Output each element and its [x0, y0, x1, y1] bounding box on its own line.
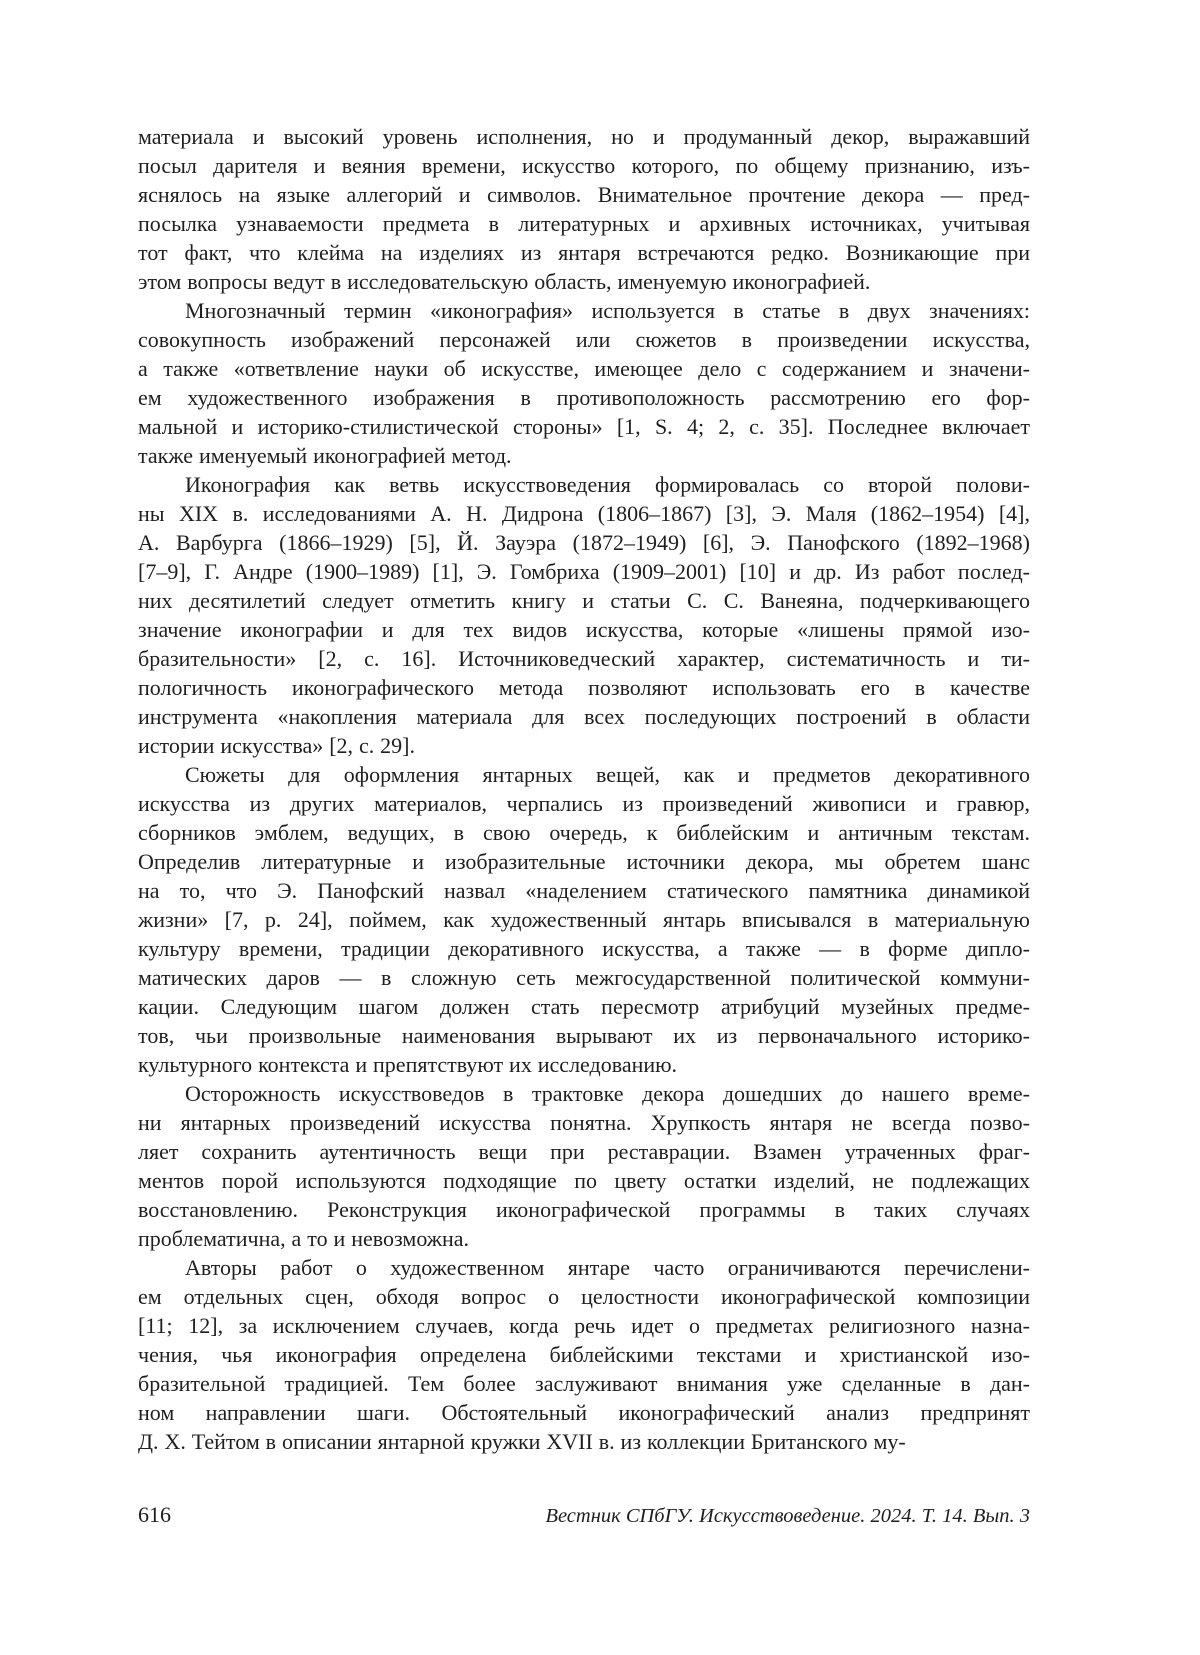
text-line: Определив литературные и изобразительные источники декора, мы обретем шанс: [138, 849, 1030, 874]
text-line: инструмента «накопления материала для всех последующих построений в области: [138, 704, 1030, 729]
text-line: А. Варбурга (1866–1929) [5], Й. Зауэра (1872–1949) [6], Э. Панофского (1892–1968): [138, 530, 1030, 555]
text-line: Авторы работ о художественном янтаре часто ограничиваются перечислени-: [185, 1255, 1030, 1280]
text-line: этом вопросы ведут в исследовательскую область, именуемую иконографией.: [138, 269, 871, 294]
text-line: на то, что Э. Панофский назвал «наделением статического памятника динамикой: [138, 878, 1030, 903]
text-line: тов, чьи произвольные наименования вырывают их из первоначального историко-: [138, 1023, 1030, 1048]
text-line: Многозначный термин «иконография» используется в статье в двух значениях:: [185, 298, 1030, 323]
article-body: [138, 122, 1030, 1456]
text-line: них десятилетий следует отметить книгу и статьи С. С. Ванеяна, подчеркивающего: [138, 588, 1030, 613]
text-line: Сюжеты для оформления янтарных вещей, как и предметов декоративного: [185, 762, 1030, 787]
paragraph: [138, 470, 1030, 760]
text-line: сборников эмблем, ведущих, в свою очередь, к библейским и античным текстам.: [138, 820, 1030, 845]
paragraph: [138, 122, 1030, 296]
text-line: ном направлении шаги. Обстоятельный иконографический анализ предпринят: [138, 1400, 1030, 1425]
text-line: Иконография как ветвь искусствоведения формировалась со второй полови-: [185, 472, 1030, 497]
text-line: [11; 12], за исключением случаев, когда речь идет о предметах религиозного назна-: [138, 1313, 1030, 1338]
text-line: посылка узнаваемости предмета в литературных и архивных источниках, учитывая: [138, 211, 1030, 236]
text-line: ни янтарных произведений искусства понятна. Хрупкость янтаря не всегда позво-: [138, 1110, 1030, 1135]
text-line: культуру времени, традиции декоративного искусства, а также — в форме дипло-: [138, 936, 1030, 961]
text-line: тот факт, что клейма на изделиях из янтаря встречаются редко. Возникающие при: [138, 240, 1030, 265]
text-line: бразительной традицией. Тем более заслуживают внимания уже сделанные в дан-: [138, 1371, 1030, 1396]
text-line: также именуемый иконографией метод.: [138, 443, 512, 468]
text-line: чения, чья иконография определена библейскими текстами и христианской изо-: [138, 1342, 1030, 1367]
text-line: пологичность иконографического метода позволяют использовать его в качестве: [138, 675, 1030, 700]
paragraph: [138, 1079, 1030, 1253]
text-line: жизни» [7, p. 24], поймем, как художественный янтарь вписывался в материальную: [138, 907, 1030, 932]
text-line: ем отдельных сцен, обходя вопрос о целостности иконографической композиции: [138, 1284, 1030, 1309]
text-line: мальной и историко-стилистической стороны» [1, S. 4; 2, с. 35]. Последнее включает: [138, 414, 1030, 439]
text-line: восстановлению. Реконструкция иконографической программы в таких случаях: [138, 1197, 1030, 1222]
page-number: 616: [138, 1502, 171, 1527]
text-line: ем художественного изображения в противоположность рассмотрению его фор-: [138, 385, 1030, 410]
text-line: ляет сохранить аутентичность вещи при реставрации. Взамен утраченных фраг-: [138, 1139, 1030, 1164]
paragraph: [138, 760, 1030, 1079]
text-line: истории искусства» [2, с. 29].: [138, 733, 416, 758]
text-line: посыл дарителя и веяния времени, искусство которого, по общему признанию, изъ-: [138, 153, 1030, 178]
paragraph: [138, 1253, 1030, 1456]
text-line: ны XIX в. исследованиями А. Н. Дидрона (1806–1867) [3], Э. Маля (1862–1954) [4],: [138, 501, 1030, 526]
text-line: совокупность изображений персонажей или сюжетов в произведении искусства,: [138, 327, 1030, 352]
text-line: искусства из других материалов, черпались из произведений живописи и гравюр,: [138, 791, 1030, 816]
page-footer: [138, 1500, 1030, 1531]
text-line: кации. Следующим шагом должен стать пересмотр атрибуций музейных предме-: [138, 994, 1030, 1019]
text-line: бразительности» [2, с. 16]. Источниковедческий характер, систематичность и ти-: [138, 646, 1030, 671]
text-line: материала и высокий уровень исполнения, но и продуманный декор, выражавший: [138, 124, 1030, 149]
paragraph: [138, 296, 1030, 470]
text-line: проблематична, а то и невозможна.: [138, 1226, 470, 1251]
running-title: Вестник СПбГУ. Искусствоведение. 2024. Т. 14. Вып. 3: [545, 1505, 1030, 1527]
text-line: [7–9], Г. Андре (1900–1989) [1], Э. Гомбриха (1909–2001) [10] и др. Из работ послед-: [138, 559, 1030, 584]
text-line: а также «ответвление науки об искусстве, имеющее дело с содержанием и значени-: [138, 356, 1030, 381]
text-line: Д. Х. Тейтом в описании янтарной кружки XVII в. из коллекции Британского му-: [138, 1429, 906, 1454]
text-line: культурного контекста и препятствуют их исследованию.: [138, 1052, 678, 1077]
text-line: значение иконографии и для тех видов искусства, которые «лишены прямой изо-: [138, 617, 1030, 642]
text-line: яснялось на языке аллегорий и символов. Внимательное прочтение декора — пред-: [138, 182, 1030, 207]
text-line: матических даров — в сложную сеть межгосударственной политической коммуни-: [138, 965, 1030, 990]
text-line: Осторожность искусствоведов в трактовке декора дошедших до нашего време-: [185, 1081, 1030, 1106]
text-line: ментов порой используются подходящие по цвету остатки изделий, не подлежащих: [138, 1168, 1030, 1193]
